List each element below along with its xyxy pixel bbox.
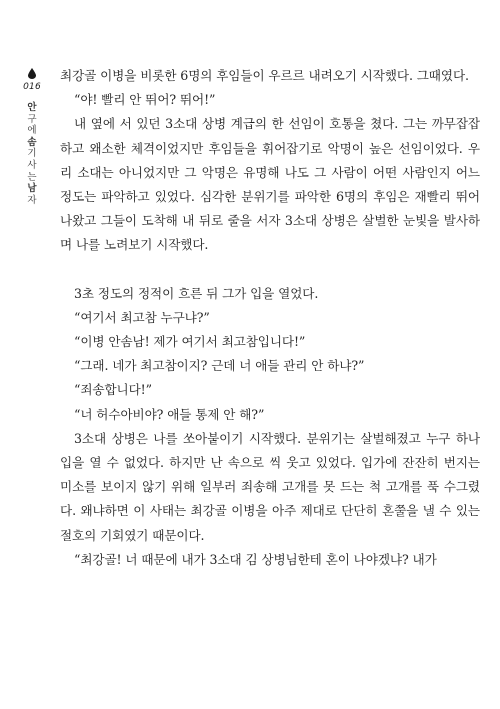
book-title-char: 사 <box>27 159 37 171</box>
paragraph: “죄송합니다!” <box>74 382 152 398</box>
paragraph: “그래. 네가 최고참이지? 근데 너 애들 관리 안 하냐?” <box>74 358 365 374</box>
book-title-char: 는 <box>27 171 37 183</box>
paragraph: 3초 정도의 정적이 흐른 뒤 그가 입을 열었다. <box>74 285 319 301</box>
body-text <box>60 64 480 572</box>
paragraph: “여기서 최고참 누구냐?” <box>74 309 210 325</box>
section-break <box>60 258 480 282</box>
paragraph: “야! 빨리 안 뛰어? 뛰어!” <box>74 92 216 108</box>
book-title-char: 자 <box>27 194 37 206</box>
page-number: 016 <box>23 82 41 92</box>
book-title-char: 기 <box>27 148 37 160</box>
paragraph: 3소대 상병은 나를 쏘아붙이기 시작했다. 분위기는 살벌해졌고 누구 하나 입을 열 수 없었다. 하지만 난 속으로 씩 웃고 있었다. 입가에 잔잔히 번지는 미소를 보이지 않기 위해 일부러 죄송해 고개를 못 드는 척 고개를 푹 수그렸다. 왜냐하면 이 사태는 최강골 이병을 아주 제대로 단단히 혼쭐을 낼 수 있는 절호의 기회였기 때문이다. <box>60 430 480 543</box>
running-book-title <box>22 102 42 206</box>
book-title-char: 안 <box>27 102 37 113</box>
book-title-char: 솜 <box>27 136 37 148</box>
paragraph: “이병 안솜남! 제가 여기서 최고참입니다!” <box>74 334 306 350</box>
book-title-char: 에 <box>27 125 37 137</box>
ink-drop-icon <box>28 68 36 79</box>
paragraph: “너 허수아비야? 애들 통제 안 해?” <box>74 406 265 422</box>
paragraph: “최강골! 너 때문에 내가 3소대 김 상병님한테 혼이 나야겠냐? 내가 <box>74 551 437 567</box>
paragraph: 최강골 이병을 비롯한 6명의 후임들이 우르르 내려오기 시작했다. 그때였다. <box>60 68 469 83</box>
book-title-char: 구 <box>27 113 37 125</box>
paragraph: 내 옆에 서 있던 3소대 상병 계급의 한 선임이 호통을 쳤다. 그는 까무잡잡하고 왜소한 체격이었지만 후임들을 휘어잡기로 악명이 높은 선임이었다. 우리 소대는 아니었지만 그 악명은 유명해 나도 그 사람이 어떤 사람인지 어느 정도는 파악하고 있었다. 심각한 분위기를 파악한 6명의 후임은 재빨리 뛰어나왔고 그들이 도착해 내 뒤로 줄을 서자 3소대 상병은 살벌한 눈빛을 발사하며 나를 노려보기 시작했다. <box>60 116 480 253</box>
book-title-char: 남 <box>27 183 37 195</box>
page-margin <box>22 68 42 206</box>
